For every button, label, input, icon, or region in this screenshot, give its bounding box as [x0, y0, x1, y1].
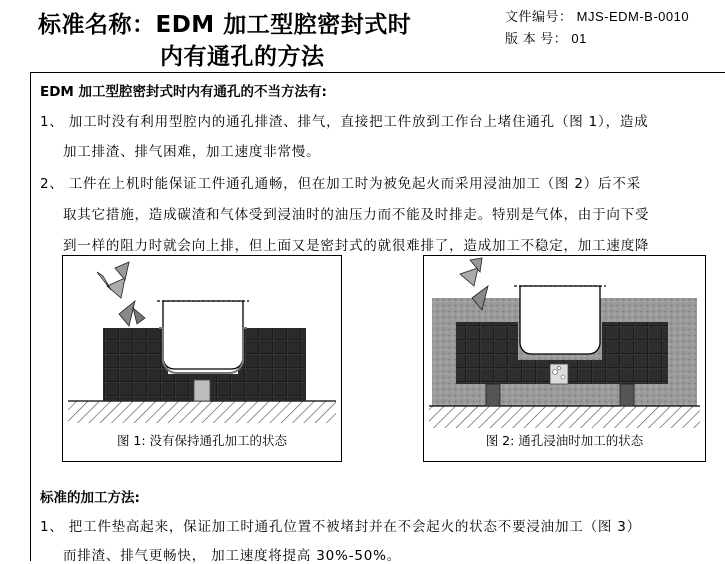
improper-item-1-line-1: 1、 加工时没有利用型腔内的通孔排渣、排气，直接把工件放到工作台上堵住通孔（图 1），造成 [40, 114, 649, 130]
improper-item-1-line-2: 加工排渣、排气困难，加工速度非常慢。 [63, 144, 321, 160]
improper-item-2-line-1: 2、 工件在上机时能保证工件通孔通畅，但在加工时为被免起火而采用浸油加工（图 2）后不采 [40, 176, 641, 192]
standard-item-1-line-2: 而排渣、排气更畅快， 加工速度将提高 30%-50%。 [63, 548, 402, 564]
figure-2-caption: 图 2: 通孔浸油时加工的状态 [485, 433, 644, 448]
improper-methods-heading: EDM 加工型腔密封式时内有通孔的不当方法有: [40, 84, 327, 100]
figure-2 [423, 255, 706, 462]
document-header [0, 0, 725, 72]
standard-item-1-line-1: 1、 把工件垫高起来，保证加工时通孔位置不被堵封并在不会起火的状态不要浸油加工（图 3） [40, 519, 641, 535]
standard-title: 标准名称：EDM 加工型腔密封式时 [38, 12, 412, 38]
document-number: 文件编号： MJS-EDM-B-0010 [505, 9, 690, 24]
version-number: 版 本 号： 01 [505, 31, 587, 46]
figure-1 [62, 255, 342, 462]
standard-title-continued: 内有通孔的方法 [160, 44, 325, 70]
improper-item-2-line-3: 到一样的阻力时就会向上排，但上面又是密封式的就很难排了，造成加工不稳定，加工速度降 [63, 238, 650, 254]
improper-item-2-line-2: 取其它措施，造成碳渣和气体受到浸油时的油压力而不能及时排走。特别是气体，由于向下受 [63, 207, 650, 223]
figure-1-caption: 图 1: 没有保持通孔加工的状态 [116, 433, 288, 448]
standard-method-heading: 标准的加工方法: [40, 490, 140, 506]
